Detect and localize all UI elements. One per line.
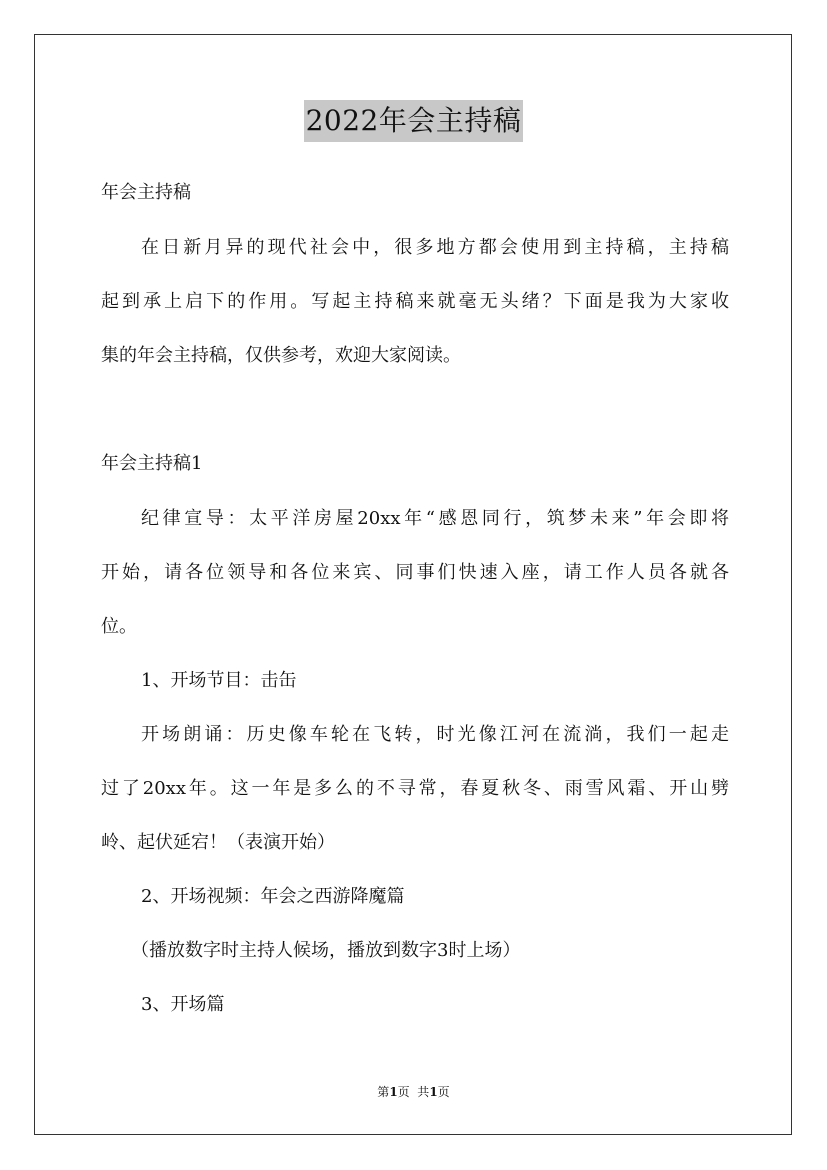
document-title: 2022年会主持稿 xyxy=(304,100,524,142)
discipline-line-3: 位。 xyxy=(101,616,137,637)
footer-page-current: 1 xyxy=(389,1085,398,1099)
discipline-line-2: 开始，请各位领导和各位来宾、同事们快速入座，请工作人员各就各 xyxy=(101,562,729,583)
section-heading: 年会主持稿 xyxy=(101,182,191,203)
item-2-note: （播放数字时主持人候场，播放到数字3时上场） xyxy=(131,940,521,961)
footer-page-total: 1 xyxy=(429,1085,438,1099)
recital-line-3: 岭、起伏延宕！（表演开始） xyxy=(101,832,335,853)
recital-line-1: 开场朗诵：历史像车轮在飞转，时光像江河在流淌，我们一起走 xyxy=(141,724,729,745)
section1-heading: 年会主持稿1 xyxy=(101,453,203,474)
footer-page-mid: 页 共 xyxy=(397,1085,430,1099)
recital-line-2: 过了20xx年。这一年是多么的不寻常，春夏秋冬、雨雪风霜、开山劈 xyxy=(101,778,729,799)
page-footer xyxy=(0,1084,827,1100)
footer-page-prefix: 第 xyxy=(377,1085,390,1099)
discipline-line-1: 纪律宣导：太平洋房屋20xx年“感恩同行，筑梦未来”年会即将 xyxy=(141,508,729,529)
intro-line-1: 在日新月异的现代社会中，很多地方都会使用到主持稿，主持稿 xyxy=(141,237,729,258)
title-container xyxy=(0,100,827,142)
footer-page-suffix: 页 xyxy=(437,1085,450,1099)
item-3: 3、开场篇 xyxy=(141,994,225,1015)
item-2: 2、开场视频：年会之西游降魔篇 xyxy=(141,886,405,907)
item-1: 1、开场节目：击缶 xyxy=(141,670,297,691)
intro-line-3: 集的年会主持稿，仅供参考，欢迎大家阅读。 xyxy=(101,345,461,366)
intro-line-2: 起到承上启下的作用。写起主持稿来就毫无头绪？下面是我为大家收 xyxy=(101,291,729,312)
